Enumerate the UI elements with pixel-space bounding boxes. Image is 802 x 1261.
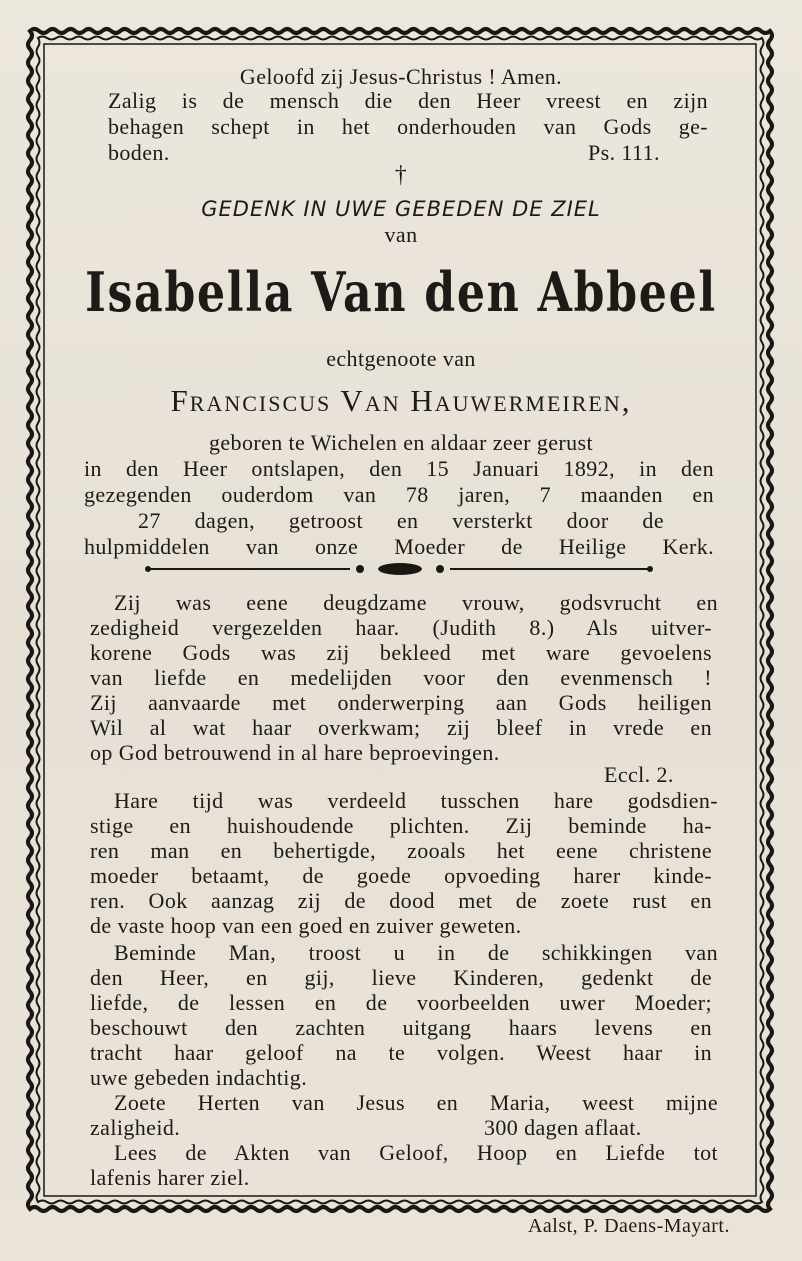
remember-heading: GEDENK IN UWE GEBEDEN DE ZIEL [201, 197, 601, 221]
ejaculation-prayer: zaligheid. [90, 1115, 181, 1140]
paragraph-line: zedigheid vergezelden haar. (Judith 8.) Als uitver- [90, 615, 712, 640]
scripture-reference: Eccl. 2. [604, 762, 674, 787]
deceased-name: Isabella Van den Abbeel [85, 260, 717, 324]
header-verse-line: boden. [108, 140, 170, 165]
indulgence-note: 300 dagen aflaat. [484, 1115, 642, 1140]
paragraph-line: Zij aanvaarde met onderwerping aan Gods heiligen [90, 690, 712, 715]
paragraph-line: ren. Ook aanzag zij de dood met de zoete rust en [90, 888, 712, 913]
birth-line: in den Heer ontslapen, den 15 Januari 1892, in den [84, 456, 714, 481]
closing-prayer: Lees de Akten van Geloof, Hoop en Liefde tot [114, 1140, 718, 1165]
paragraph-line: Beminde Man, troost u in de schikkingen van [114, 940, 718, 965]
birth-line: hulpmiddelen van onze Moeder de Heilige Kerk. [84, 534, 714, 559]
header-verse-reference: Ps. 111. [588, 140, 660, 165]
printer-imprint: Aalst, P. Daens-Mayart. [527, 1215, 730, 1237]
header-verse-line: Zalig is de mensch die den Heer vreest en zijn [108, 88, 708, 113]
birth-line: gezegenden ouderdom van 78 jaren, 7 maanden en [84, 482, 714, 507]
paragraph-line: Wil al wat haar overkwam; zij bleef in vrede en [90, 715, 712, 740]
paragraph-line: ren man en behertigde, zooals het eene christene [90, 838, 712, 863]
paragraph-line: tracht haar geloof na te volgen. Weest haar in [90, 1040, 712, 1065]
paragraph-line: de vaste hoop van een goed en zuiver geweten. [90, 913, 522, 938]
header-verse-line: behagen schept in het onderhouden van Gods ge- [108, 114, 708, 139]
paragraph-line: liefde, de lessen en de voorbeelden uwer Moeder; [90, 990, 712, 1015]
paragraph-line: beschouwt den zachten uitgang haars levens en [90, 1015, 712, 1040]
paragraph-line: Zij was eene deugdzame vrouw, godsvrucht en [114, 590, 718, 615]
spouse-intro: echtgenoote van [326, 346, 476, 371]
paragraph-line: op God betrouwend in al hare beproevingen. [90, 740, 500, 765]
spouse-name: Franciscus Van Hauwermeiren, [170, 383, 632, 418]
van-label: van [384, 222, 418, 247]
birth-line: 27 dagen, getroost en versterkt door de [138, 508, 664, 533]
divider-ornament [145, 563, 653, 575]
paragraph-line: stige en huishoudende plichten. Zij beminde ha- [90, 813, 712, 838]
ejaculation-prayer: Zoete Herten van Jesus en Maria, weest mijne [114, 1090, 718, 1115]
paragraph-line: van liefde en medelijden voor den evenmensch ! [90, 665, 712, 690]
cross-icon: † [394, 162, 408, 188]
paragraph-line: moeder betaamt, de goede opvoeding harer kinde- [90, 863, 712, 888]
closing-prayer: lafenis harer ziel. [90, 1165, 250, 1190]
paragraph-line: den Heer, en gij, lieve Kinderen, gedenkt de [90, 965, 712, 990]
paragraph-line: uwe gebeden indachtig. [90, 1065, 308, 1090]
birth-line: geboren te Wichelen en aldaar zeer gerust [208, 430, 594, 455]
header-acclamation: Geloofd zij Jesus-Christus ! Amen. [239, 64, 563, 89]
paragraph-line: Hare tijd was verdeeld tusschen hare godsdien- [114, 788, 718, 813]
paragraph-line: korene Gods was zij bekleed met ware gevoelens [90, 640, 712, 665]
